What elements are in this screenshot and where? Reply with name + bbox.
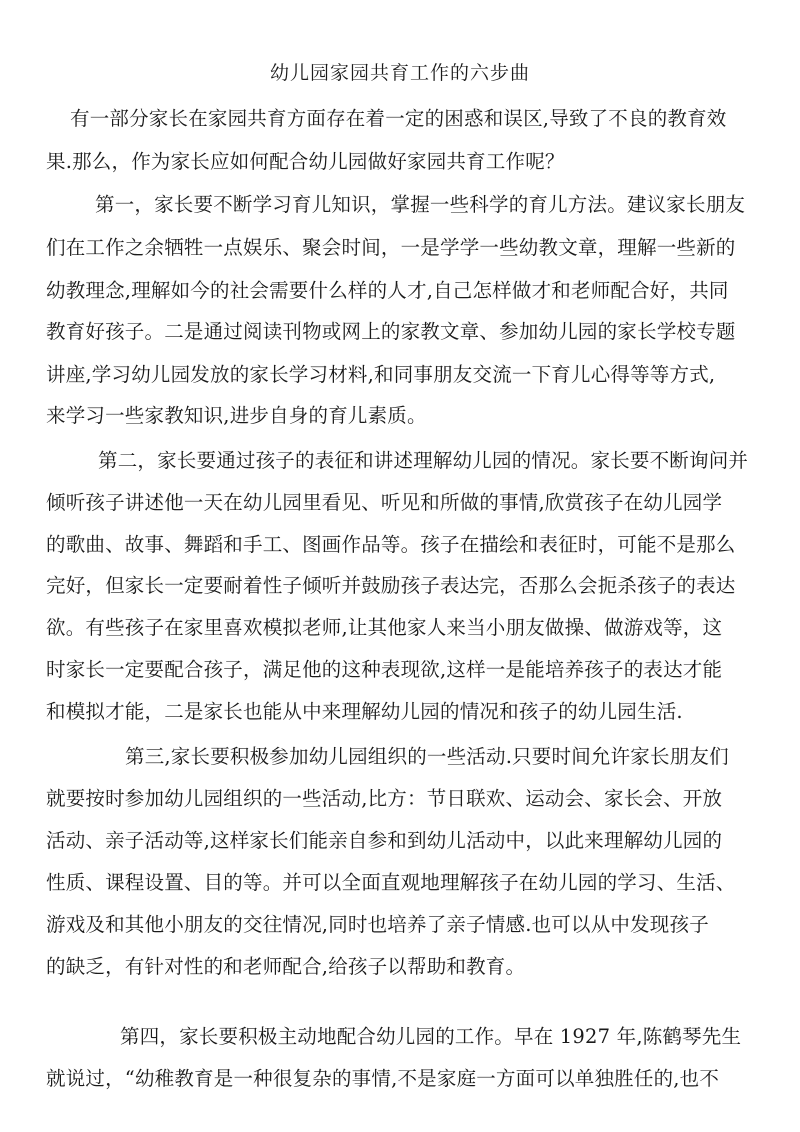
paragraph-4-line-2: 就要按时参加幼儿园组织的一些活动,比方：节日联欢、运动会、家长会、开放: [46, 787, 723, 810]
paragraph-2-line-5: 讲座,学习幼儿园发放的家长学习材料,和同事朋友交流一下育儿心得等等方式,: [46, 363, 716, 386]
paragraph-2-line-2: 们在工作之余牺牲一点娱乐、聚会时间，一是学学一些幼教文章，理解一些新的: [46, 236, 736, 259]
paragraph-2-line-4: 教育好孩子。二是通过阅读刊物或网上的家教文章、参加幼儿园的家长学校专题: [46, 320, 736, 343]
paragraph-1-line-2: 果.那么，作为家长应如何配合幼儿园做好家园共育工作呢？: [46, 150, 565, 173]
paragraph-1-line-1: 有一部分家长在家园共育方面存在着一定的困惑和误区,导致了不良的教育效: [70, 107, 727, 130]
paragraph-4-line-3: 活动、亲子活动等,这样家长们能亲自参和到幼儿活动中，以此来理解幼儿园的: [46, 829, 723, 852]
paragraph-3-line-1: 第二，家长要通过孩子的表征和讲述理解幼儿园的情况。家长要不断询问并: [98, 449, 749, 472]
paragraph-3-line-3: 的歌曲、故事、舞蹈和手工、图画作品等。孩子在描绘和表征时，可能不是那么: [46, 533, 736, 556]
paragraph-2-line-1: 第一，家长要不断学习育儿知识，掌握一些科学的育儿方法。建议家长朋友: [95, 193, 746, 216]
paragraph-3-line-7: 和模拟才能，二是家长也能从中来理解幼儿园的情况和孩子的幼儿园生活.: [46, 700, 683, 723]
paragraph-4-line-5: 游戏及和其他小朋友的交往情况,同时也培养了亲子情感.也可以从中发现孩子: [46, 913, 709, 936]
paragraph-4-line-4: 性质、课程设置、目的等。并可以全面直观地理解孩子在幼儿园的学习、生活、: [46, 871, 736, 894]
paragraph-3-line-5: 欲。有些孩子在家里喜欢模拟老师,让其他家人来当小朋友做操、做游戏等，这: [46, 616, 723, 639]
paragraph-3-line-6: 时家长一定要配合孩子，满足他的这种表现欲,这样一是能培养孩子的表达才能: [46, 658, 723, 681]
paragraph-4-line-6: 的缺乏，有针对性的和老师配合,给孩子以帮助和教育。: [46, 955, 526, 978]
document-title: 幼儿园家园共育工作的六步曲: [269, 62, 530, 84]
paragraph-3-line-4: 完好，但家长一定要耐着性子倾听并鼓励孩子表达完，否那么会扼杀孩子的表达: [46, 574, 736, 597]
paragraph-2-line-3: 幼教理念,理解如今的社会需要什么样的人才,自己怎样做才和老师配合好，共同: [46, 279, 729, 302]
paragraph-4-line-1: 第三,家长要积极参加幼儿园组织的一些活动.只要时间允许家长朋友们: [125, 745, 729, 768]
paragraph-2-line-6: 来学习一些家教知识,进步自身的育儿素质。: [46, 404, 427, 427]
paragraph-3-line-2: 倾听孩子讲述他一天在幼儿园里看见、听见和所做的事情,欣赏孩子在幼儿园学: [46, 491, 723, 514]
paragraph-5-line-2: 就说过，“幼稚教育是一种很复杂的事情,不是家庭一方面可以单独胜任的,也不: [46, 1067, 720, 1090]
paragraph-5-line-1: 第四，家长要积极主动地配合幼儿园的工作。早在 1927 年,陈鹤琴先生: [120, 1025, 742, 1048]
